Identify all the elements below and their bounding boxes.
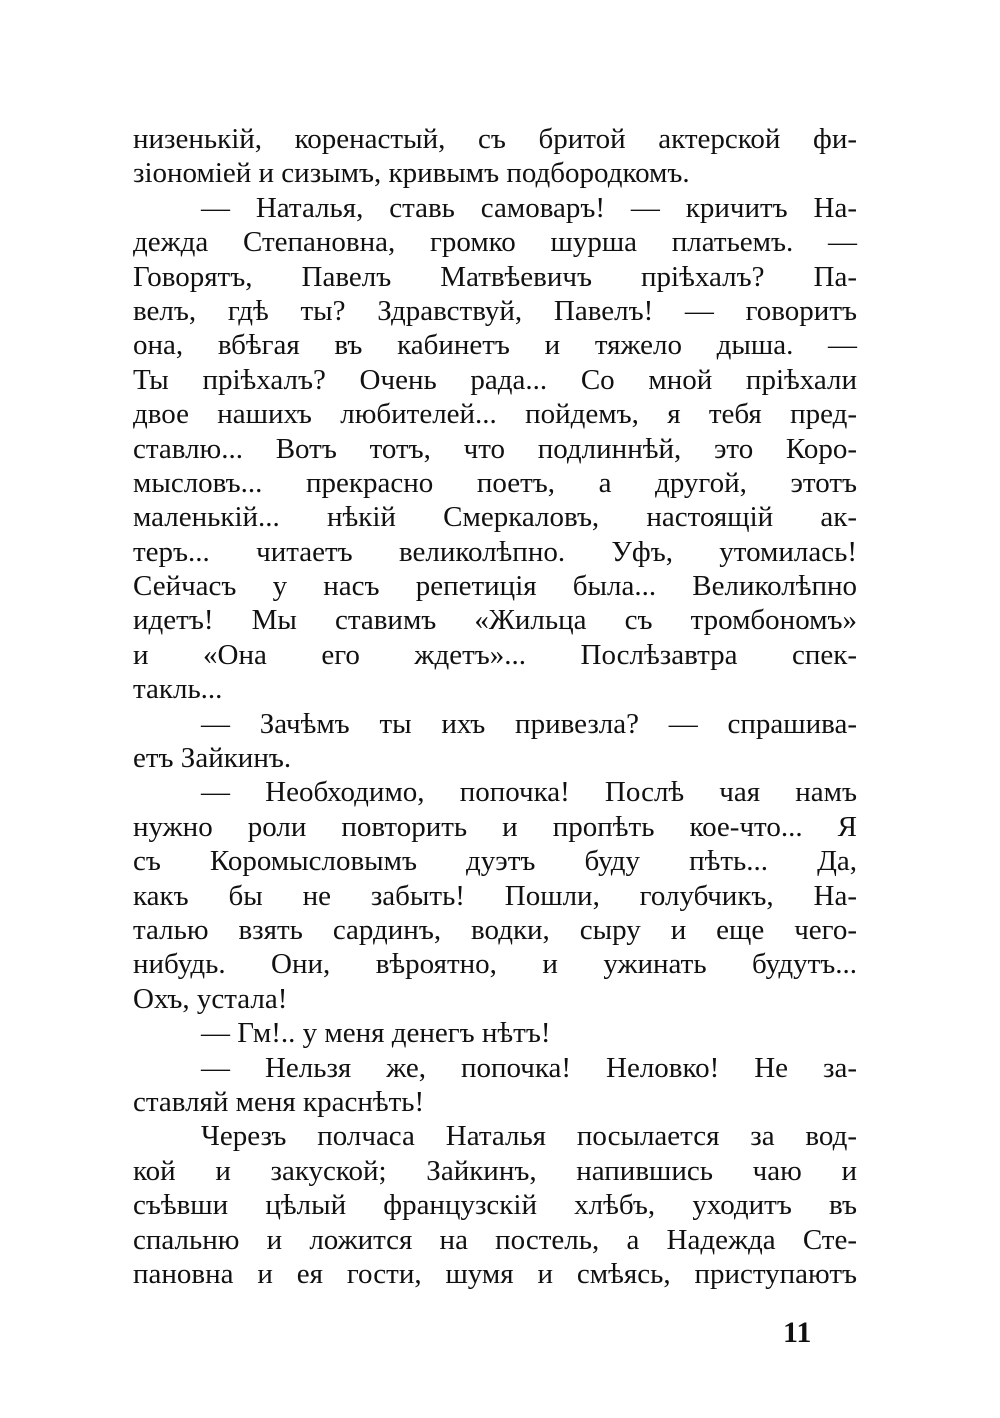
text-line: етъ Зайкинъ. bbox=[133, 742, 292, 775]
text-line: талью взять сардинъ, водки, сыру и еще чего- bbox=[133, 913, 857, 946]
text-line: маленькій... нѣкій Смеркаловъ, настоящій ак- bbox=[133, 501, 857, 534]
text-line: такль... bbox=[133, 673, 223, 706]
text-line: пановна и ея гости, шумя и смѣясь, приступаютъ bbox=[133, 1257, 857, 1290]
text-line: съ Коромысловымъ дуэтъ буду пѣть... Да, bbox=[133, 845, 857, 878]
text-line: кой и закуской; Зайкинъ, напившись чаю и bbox=[133, 1154, 857, 1187]
text-line: нужно роли повторить и пропѣть кое-что... Я bbox=[133, 810, 857, 843]
text-line: зіономіей и сизымъ, кривымъ подбородкомъ. bbox=[133, 157, 690, 190]
text-line: она, вбѣгая въ кабинетъ и тяжело дыша. — bbox=[133, 329, 857, 362]
text-line: спальню и ложится на постель, а Надежда Сте- bbox=[133, 1223, 857, 1256]
page-number: 11 bbox=[783, 1316, 812, 1349]
text-line: низенькій, коренастый, съ бритой актерской фи- bbox=[133, 123, 857, 155]
page-body bbox=[133, 122, 857, 1291]
text-line: дежда Степановна, громко шурша платьемъ. — bbox=[133, 226, 857, 259]
text-line: — Гм!.. у меня денегъ нѣтъ! bbox=[201, 1017, 551, 1050]
text-line: идетъ! Мы ставимъ «Жильца съ тромбономъ» bbox=[133, 604, 857, 637]
text-line: Черезъ полчаса Наталья посылается за вод- bbox=[201, 1120, 857, 1153]
text-line: — Зачѣмъ ты ихъ привезла? — спрашива- bbox=[201, 707, 857, 740]
text-line: Сейчасъ у насъ репетиція была... Великолѣпно bbox=[133, 570, 857, 603]
text-line: Говорятъ, Павелъ Матвѣевичъ пріѣхалъ? Па- bbox=[133, 260, 857, 293]
text-line: ставляй меня краснѣть! bbox=[133, 1085, 425, 1118]
text-line: и «Она его ждетъ»... Послѣзавтра спек- bbox=[133, 638, 857, 671]
text-line: — Нельзя же, попочка! Неловко! Не за- bbox=[201, 1051, 857, 1084]
text-line: Ты пріѣхалъ? Очень рада... Со мной пріѣхали bbox=[133, 363, 857, 396]
text-line: съѣвши цѣлый французскій хлѣбъ, уходитъ въ bbox=[133, 1189, 857, 1222]
text-line: нибудь. Они, вѣроятно, и ужинать будутъ... bbox=[133, 948, 857, 981]
text-line: Охъ, устала! bbox=[133, 982, 288, 1015]
text-line: теръ... читаетъ великолѣпно. Уфъ, утомилась! bbox=[133, 535, 857, 568]
text-line: ставлю... Вотъ тотъ, что подлиннѣй, это Коро- bbox=[133, 432, 857, 465]
text-line: — Необходимо, попочка! Послѣ чая намъ bbox=[201, 776, 857, 809]
text-line: — Наталья, ставь самоваръ! — кричитъ На- bbox=[201, 191, 857, 224]
text-line: двое нашихъ любителей... пойдемъ, я тебя пред- bbox=[133, 398, 857, 431]
text-line: мысловъ... прекрасно поетъ, а другой, этотъ bbox=[133, 466, 857, 499]
text-line: велъ, гдѣ ты? Здравствуй, Павелъ! — говоритъ bbox=[133, 294, 857, 327]
text-line: какъ бы не забыть! Пошли, голубчикъ, На- bbox=[133, 879, 857, 912]
